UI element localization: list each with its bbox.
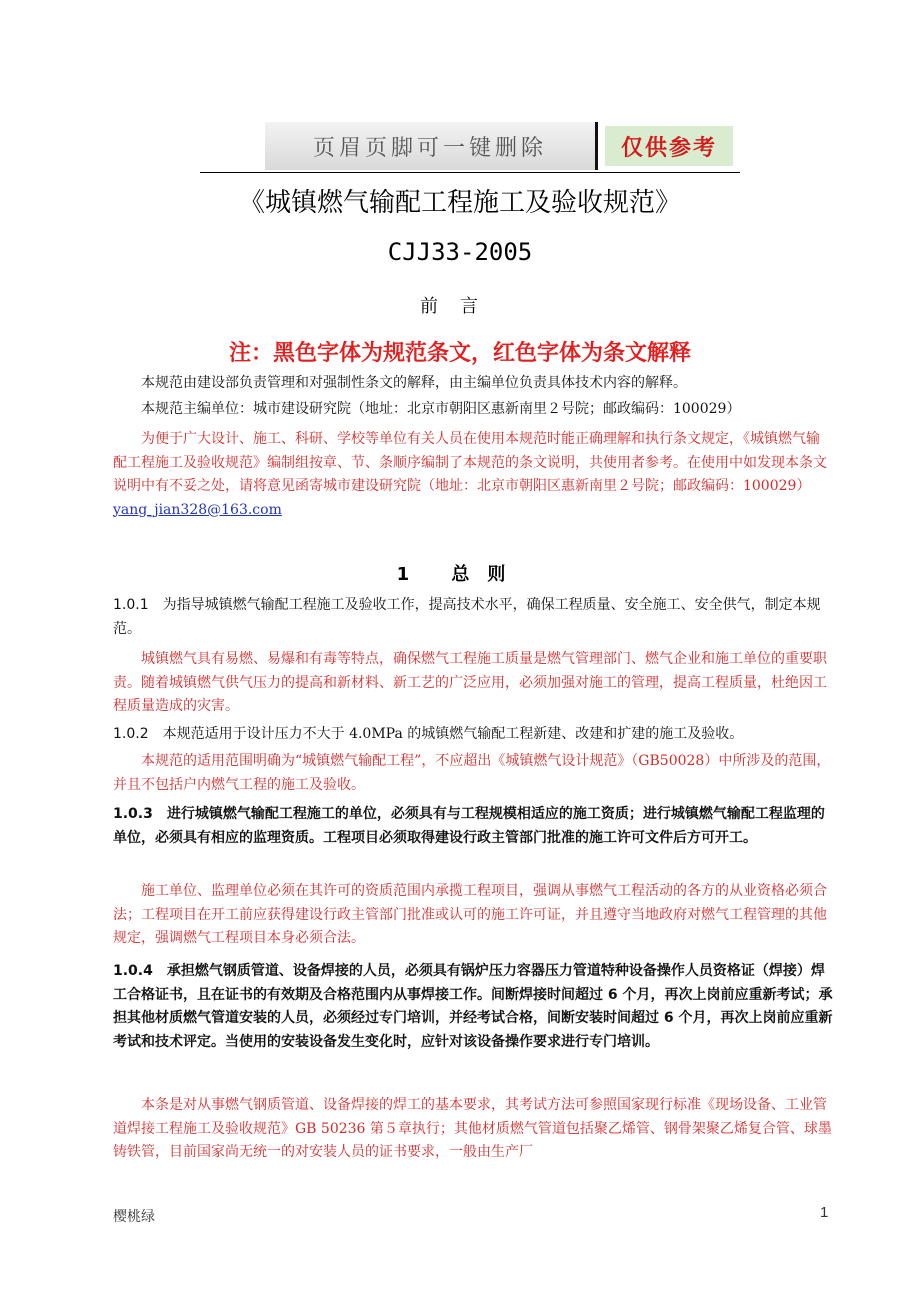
footer-brand: 樱桃绿: [113, 1209, 155, 1225]
preface-heading: 前言: [420, 296, 500, 317]
document-title: 《城镇燃气输配工程施工及验收规范》: [238, 188, 681, 218]
clause-text: 承担燃气钢质管道、设备焊接的人员，必须具有锅炉压力容器压力管道特种设备操作人员资格证（焊接）焊工合格证书，且在证书的有效期及合格范围内从事焊接工作。间断焊接时间超过 6 个月，再次上岗前应重新考试；承担其他材质燃气管道安装的人员，必须经过专门培训，并经考试合格，间断安装时间超过 6 个月，再次上岗前应重新考试和技术评定。当使用的安装设备发生变化时，应针对该设备操作要求进行专门培训。: [113, 963, 833, 1050]
intro-explanation-text: 为便于广大设计、施工、科研、学校等单位有关人员在使用本规范时能正确理解和执行条文规定，《城镇燃气输配工程施工及验收规范》编制组按章、节、条顺序编制了本规范的条文说明，共使用者参考。在使用中如发现本条文说明中有不妥之处，请将意见函寄城市建设研究院（地址：北京市朝阳区惠新南里２号院；邮政编码：100029）: [113, 431, 827, 494]
intro-paragraph-3: [113, 428, 833, 522]
header-banner: [265, 122, 740, 170]
clause-number: 1.0.1: [113, 597, 149, 613]
contact-email-link[interactable]: yang_jian328@163.com: [113, 501, 282, 518]
clause-1-0-4: [113, 960, 833, 1054]
intro-paragraph-2: 本规范主编单位：城市建设研究院（地址：北京市朝阳区惠新南里２号院；邮政编码：100029）: [141, 401, 741, 417]
header-reference-badge: 仅供参考: [605, 126, 733, 166]
clause-1-0-4-explanation: 本条是对从事燃气钢质管道、设备焊接的焊工的基本要求，其考试方法可参照国家现行标准《现场设备、工业管道焊接工程施工及验收规范》GB 50236 第５章执行；其他材质燃气管道包括聚乙烯管、钢骨架聚乙烯复合管、球墨铸铁管，目前国家尚无统一的对安装人员的证书要求，一般由生产厂: [113, 1097, 832, 1160]
color-legend-note: 注：黑色字体为规范条文，红色字体为条文解释: [228, 341, 691, 366]
clause-1-0-2: [113, 723, 833, 747]
clause-1-0-1: [113, 594, 833, 641]
section-heading: 1 总则: [396, 564, 524, 585]
clause-text: 为指导城镇燃气输配工程施工及验收工作，提高技术水平，确保工程质量、安全施工、安全供气，制定本规范。: [113, 597, 821, 637]
clause-1-0-2-explanation: 本规范的适用范围明确为“城镇燃气输配工程”，不应超出《城镇燃气设计规范》（GB50028）中所涉及的范围，并且不包括户内燃气工程的施工及验收。: [113, 753, 831, 793]
header-rule: [200, 172, 740, 173]
clause-1-0-1-explanation: 城镇燃气具有易燃、易爆和有毒等特点，确保燃气工程施工质量是燃气管理部门、燃气企业和施工单位的重要职责。随着城镇燃气供气压力的提高和新材料、新工艺的广泛应用，必须加强对施工的管理，提高工程质量，杜绝因工程质量造成的灾害。: [113, 651, 827, 714]
header-delete-note: 页眉页脚可一键删除: [265, 122, 595, 170]
clause-number: 1.0.3: [113, 806, 153, 822]
header-divider: [595, 122, 598, 170]
clause-text: 本规范适用于设计压力不大于 4.0MPa 的城镇燃气输配工程新建、改建和扩建的施工及验收。: [162, 726, 744, 742]
clause-number: 1.0.2: [113, 726, 149, 742]
document-code: CJJ33-2005: [387, 238, 533, 266]
clause-text: 进行城镇燃气输配工程施工的单位，必须具有与工程规模相适应的施工资质；进行城镇燃气输配工程监理的单位，必须具有相应的监理资质。工程项目必须取得建设行政主管部门批准的施工许可文件后方可开工。: [113, 806, 825, 846]
clause-1-0-3-explanation: 施工单位、监理单位必须在其许可的资质范围内承揽工程项目，强调从事燃气工程活动的各方的从业资格必须合法；工程项目在开工前应获得建设行政主管部门批准或认可的施工许可证，并且遵守当地政府对燃气工程管理的其他规定，强调燃气工程项目本身必须合法。: [113, 883, 827, 946]
intro-paragraph-1: 本规范由建设部负责管理和对强制性条文的解释，由主编单位负责具体技术内容的解释。: [141, 375, 687, 391]
clause-number: 1.0.4: [113, 963, 153, 979]
page-number: 1: [820, 1204, 829, 1221]
clause-1-0-3: [113, 803, 833, 850]
